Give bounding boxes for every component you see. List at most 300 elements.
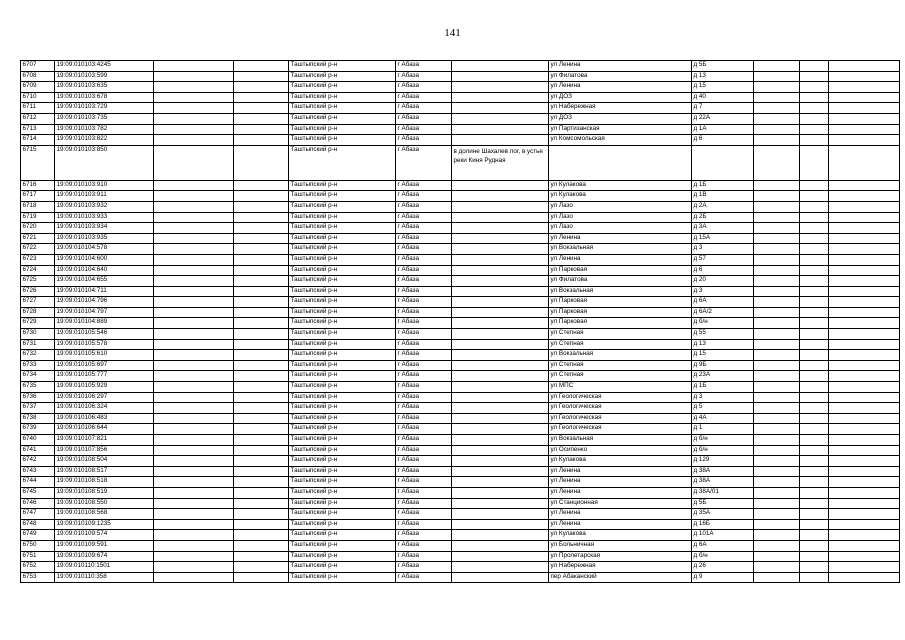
cell-empty	[154, 212, 234, 223]
table-row	[21, 297, 900, 308]
cell-city: г Абаза	[396, 201, 452, 212]
cell-empty	[154, 103, 234, 114]
cell-street: ул Филатова	[549, 276, 692, 287]
cell-city: г Абаза	[396, 180, 452, 191]
cell-empty	[829, 61, 900, 72]
cell-empty	[800, 265, 829, 276]
cell-locality	[452, 530, 549, 541]
cell-empty	[754, 103, 800, 114]
cell-locality	[452, 254, 549, 265]
cell-empty	[154, 318, 234, 329]
cell-empty	[754, 509, 800, 520]
cell-empty	[234, 244, 289, 255]
cell-empty	[234, 392, 289, 403]
cell-empty	[234, 466, 289, 477]
cell-street: ул Ленина	[549, 466, 692, 477]
cell-city: г Абаза	[396, 191, 452, 202]
cell-cadastral-number: 19:09:010104:578	[55, 244, 154, 255]
cell-empty	[234, 92, 289, 103]
cell-empty	[754, 286, 800, 297]
cell-empty	[234, 498, 289, 509]
cell-cadastral-number: 19:09:010104:797	[55, 307, 154, 318]
cell-empty	[829, 223, 900, 234]
cell-empty	[234, 350, 289, 361]
cell-number: 6715	[21, 145, 55, 180]
cell-cadastral-number: 19:09:010106:297	[55, 392, 154, 403]
cell-number: 6726	[21, 286, 55, 297]
cell-empty	[754, 318, 800, 329]
cell-empty	[800, 350, 829, 361]
cell-number: 6731	[21, 339, 55, 350]
cell-empty	[234, 124, 289, 135]
cell-street: ул Ленина	[549, 233, 692, 244]
cell-locality	[452, 61, 549, 72]
cell-district: Таштыпский р-н	[289, 297, 396, 308]
cell-locality	[452, 307, 549, 318]
cell-empty	[800, 276, 829, 287]
cell-empty	[154, 71, 234, 82]
cell-house: д б/н	[692, 435, 754, 446]
cell-empty	[754, 233, 800, 244]
cell-empty	[800, 103, 829, 114]
cell-locality	[452, 92, 549, 103]
cell-district: Таштыпский р-н	[289, 487, 396, 498]
cell-empty	[154, 413, 234, 424]
cell-district: Таштыпский р-н	[289, 307, 396, 318]
cell-city: г Абаза	[396, 551, 452, 562]
cell-district: Таштыпский р-н	[289, 403, 396, 414]
table-row	[21, 350, 900, 361]
cell-empty	[234, 519, 289, 530]
cell-empty	[754, 212, 800, 223]
cell-empty	[234, 318, 289, 329]
cell-district: Таштыпский р-н	[289, 562, 396, 573]
cell-house: д 9	[692, 572, 754, 583]
cell-locality	[452, 487, 549, 498]
cell-empty	[234, 212, 289, 223]
cell-street: ул Ленина	[549, 82, 692, 93]
cell-street: пер Абаканский	[549, 572, 692, 583]
cell-empty	[154, 466, 234, 477]
table-row	[21, 403, 900, 414]
table-row	[21, 223, 900, 234]
cell-empty	[829, 445, 900, 456]
cell-number: 6742	[21, 456, 55, 467]
cell-number: 6729	[21, 318, 55, 329]
cell-cadastral-number: 19:09:010108:504	[55, 456, 154, 467]
cell-cadastral-number: 19:09:010103:933	[55, 212, 154, 223]
cell-locality	[452, 212, 549, 223]
cell-locality	[452, 562, 549, 573]
cell-number: 6746	[21, 498, 55, 509]
cell-empty	[829, 276, 900, 287]
cell-street: ул Ленина	[549, 519, 692, 530]
cell-locality	[452, 413, 549, 424]
cell-empty	[800, 562, 829, 573]
cell-number: 6734	[21, 371, 55, 382]
cell-locality	[452, 466, 549, 477]
cell-city: г Абаза	[396, 223, 452, 234]
table-row	[21, 286, 900, 297]
cell-empty	[829, 318, 900, 329]
cell-number: 6744	[21, 477, 55, 488]
cell-street: ул Вокзальная	[549, 244, 692, 255]
cell-street: ул Ленина	[549, 477, 692, 488]
cell-empty	[800, 392, 829, 403]
cell-empty	[754, 519, 800, 530]
table-row	[21, 382, 900, 393]
cell-empty	[800, 572, 829, 583]
cell-street: ул Ленина	[549, 509, 692, 520]
cell-empty	[234, 477, 289, 488]
cell-empty	[754, 124, 800, 135]
cell-empty	[829, 71, 900, 82]
cell-empty	[154, 562, 234, 573]
cell-city: г Абаза	[396, 540, 452, 551]
cell-street: ул Парковая	[549, 297, 692, 308]
cell-district: Таштыпский р-н	[289, 61, 396, 72]
cell-street: ул Кулакова	[549, 456, 692, 467]
cell-cadastral-number: 19:09:010103:822	[55, 135, 154, 146]
cell-empty	[234, 562, 289, 573]
cell-empty	[234, 276, 289, 287]
cell-empty	[234, 487, 289, 498]
cell-locality	[452, 103, 549, 114]
cell-empty	[829, 254, 900, 265]
cell-cadastral-number: 19:09:010105:777	[55, 371, 154, 382]
cell-city: г Абаза	[396, 82, 452, 93]
cell-house: д 5	[692, 403, 754, 414]
cell-empty	[800, 360, 829, 371]
cell-city: г Абаза	[396, 265, 452, 276]
cell-house: д 129	[692, 456, 754, 467]
cell-locality	[452, 223, 549, 234]
cell-empty	[800, 424, 829, 435]
cell-street: ул Кулакова	[549, 530, 692, 541]
cell-empty	[154, 509, 234, 520]
cell-house: д 1Б	[692, 180, 754, 191]
table-row	[21, 371, 900, 382]
cell-house: д 38А	[692, 477, 754, 488]
table-row	[21, 307, 900, 318]
cell-empty	[829, 180, 900, 191]
cell-street: ул Партизанская	[549, 124, 692, 135]
table-row	[21, 456, 900, 467]
cell-cadastral-number: 19:09:010103:932	[55, 201, 154, 212]
cell-empty	[829, 244, 900, 255]
table-row	[21, 519, 900, 530]
cell-empty	[754, 456, 800, 467]
cell-number: 6728	[21, 307, 55, 318]
cell-empty	[154, 403, 234, 414]
cell-empty	[829, 307, 900, 318]
cell-locality	[452, 124, 549, 135]
cell-empty	[234, 360, 289, 371]
cell-district: Таштыпский р-н	[289, 572, 396, 583]
cell-house: д 15	[692, 350, 754, 361]
cell-district: Таштыпский р-н	[289, 445, 396, 456]
cell-empty	[154, 82, 234, 93]
cell-house: д 13	[692, 71, 754, 82]
cell-district: Таштыпский р-н	[289, 191, 396, 202]
cell-district: Таштыпский р-н	[289, 477, 396, 488]
cell-city: г Абаза	[396, 307, 452, 318]
cell-empty	[800, 212, 829, 223]
cell-number: 6747	[21, 509, 55, 520]
cell-empty	[234, 135, 289, 146]
table-row	[21, 435, 900, 446]
table-row	[21, 92, 900, 103]
cell-house	[692, 145, 754, 180]
cell-empty	[754, 135, 800, 146]
registry-table	[20, 60, 900, 583]
cell-number: 6749	[21, 530, 55, 541]
cell-cadastral-number: 19:09:010109:591	[55, 540, 154, 551]
cell-cadastral-number: 19:09:010105:697	[55, 360, 154, 371]
cell-street: ул Парковая	[549, 307, 692, 318]
cell-empty	[800, 487, 829, 498]
cell-empty	[800, 339, 829, 350]
cell-locality	[452, 509, 549, 520]
cell-empty	[800, 223, 829, 234]
cell-number: 6709	[21, 82, 55, 93]
cell-empty	[154, 244, 234, 255]
cell-empty	[754, 61, 800, 72]
cell-empty	[234, 103, 289, 114]
cell-empty	[800, 456, 829, 467]
cell-cadastral-number: 19:09:010109:674	[55, 551, 154, 562]
cell-empty	[234, 191, 289, 202]
cell-empty	[800, 297, 829, 308]
cell-empty	[154, 307, 234, 318]
cell-empty	[829, 424, 900, 435]
cell-empty	[754, 339, 800, 350]
cell-city: г Абаза	[396, 297, 452, 308]
cell-empty	[829, 466, 900, 477]
cell-empty	[829, 487, 900, 498]
cell-empty	[154, 530, 234, 541]
cell-empty	[754, 350, 800, 361]
cell-empty	[800, 477, 829, 488]
cell-district: Таштыпский р-н	[289, 329, 396, 340]
table-row	[21, 413, 900, 424]
cell-empty	[154, 551, 234, 562]
cell-empty	[800, 307, 829, 318]
cell-empty	[154, 233, 234, 244]
cell-empty	[234, 435, 289, 446]
cell-empty	[800, 382, 829, 393]
cell-empty	[154, 329, 234, 340]
cell-number: 6713	[21, 124, 55, 135]
cell-number: 6721	[21, 233, 55, 244]
cell-locality	[452, 424, 549, 435]
cell-cadastral-number: 19:09:010108:550	[55, 498, 154, 509]
cell-empty	[800, 124, 829, 135]
cell-cadastral-number: 19:09:010103:678	[55, 92, 154, 103]
cell-empty	[234, 71, 289, 82]
cell-empty	[754, 71, 800, 82]
cell-empty	[800, 371, 829, 382]
cell-number: 6739	[21, 424, 55, 435]
cell-cadastral-number: 19:09:010109:1235	[55, 519, 154, 530]
cell-district: Таштыпский р-н	[289, 223, 396, 234]
cell-empty	[234, 223, 289, 234]
cell-city: г Абаза	[396, 254, 452, 265]
cell-empty	[829, 191, 900, 202]
cell-district: Таштыпский р-н	[289, 509, 396, 520]
cell-house: д 6А	[692, 297, 754, 308]
cell-house: д б/н	[692, 551, 754, 562]
cell-empty	[754, 307, 800, 318]
cell-number: 6743	[21, 466, 55, 477]
cell-cadastral-number: 19:09:010104:711	[55, 286, 154, 297]
cell-cadastral-number: 19:09:010110:358	[55, 572, 154, 583]
cell-locality	[452, 456, 549, 467]
cell-district: Таштыпский р-н	[289, 254, 396, 265]
cell-empty	[754, 371, 800, 382]
cell-locality	[452, 71, 549, 82]
table-row	[21, 329, 900, 340]
cell-cadastral-number: 19:09:010103:729	[55, 103, 154, 114]
table-row	[21, 82, 900, 93]
cell-district: Таштыпский р-н	[289, 233, 396, 244]
cell-empty	[754, 180, 800, 191]
cell-city: г Абаза	[396, 477, 452, 488]
cell-number: 6720	[21, 223, 55, 234]
cell-street: ул Вокзальная	[549, 286, 692, 297]
cell-city: г Абаза	[396, 339, 452, 350]
table-row	[21, 466, 900, 477]
cell-city: г Абаза	[396, 286, 452, 297]
cell-city: г Абаза	[396, 212, 452, 223]
cell-cadastral-number: 19:09:010105:578	[55, 339, 154, 350]
cell-cadastral-number: 19:09:010108:568	[55, 509, 154, 520]
cell-district: Таштыпский р-н	[289, 244, 396, 255]
cell-empty	[154, 456, 234, 467]
cell-empty	[829, 572, 900, 583]
cell-cadastral-number: 19:09:010103:935	[55, 233, 154, 244]
cell-empty	[754, 329, 800, 340]
cell-empty	[234, 551, 289, 562]
cell-empty	[829, 92, 900, 103]
cell-locality	[452, 135, 549, 146]
table-row	[21, 445, 900, 456]
cell-empty	[829, 456, 900, 467]
cell-empty	[754, 92, 800, 103]
table-row	[21, 71, 900, 82]
cell-empty	[154, 382, 234, 393]
cell-empty	[800, 286, 829, 297]
cell-house: д 1Б	[692, 382, 754, 393]
cell-empty	[234, 382, 289, 393]
cell-locality	[452, 572, 549, 583]
cell-empty	[829, 392, 900, 403]
cell-district: Таштыпский р-н	[289, 519, 396, 530]
cell-cadastral-number: 19:09:010106:644	[55, 424, 154, 435]
cell-locality: в долине Шахалев лог, в устье реки Киня Рудная	[452, 145, 549, 180]
cell-district: Таштыпский р-н	[289, 392, 396, 403]
cell-empty	[234, 286, 289, 297]
cell-empty	[800, 254, 829, 265]
table-row	[21, 113, 900, 124]
cell-empty	[754, 223, 800, 234]
cell-district: Таштыпский р-н	[289, 180, 396, 191]
cell-locality	[452, 477, 549, 488]
registry-rows	[21, 61, 900, 583]
cell-empty	[829, 519, 900, 530]
cell-empty	[154, 297, 234, 308]
cell-house: д 38А/01	[692, 487, 754, 498]
cell-empty	[829, 265, 900, 276]
cell-empty	[234, 413, 289, 424]
cell-street: ул ДОЗ	[549, 113, 692, 124]
cell-number: 6741	[21, 445, 55, 456]
cell-empty	[234, 540, 289, 551]
cell-house: д 55	[692, 329, 754, 340]
cell-district: Таштыпский р-н	[289, 456, 396, 467]
cell-empty	[829, 297, 900, 308]
table-row	[21, 318, 900, 329]
cell-empty	[234, 445, 289, 456]
cell-empty	[800, 509, 829, 520]
cell-empty	[154, 265, 234, 276]
cell-empty	[154, 435, 234, 446]
cell-number: 6708	[21, 71, 55, 82]
cell-empty	[154, 498, 234, 509]
cell-cadastral-number: 19:09:010103:782	[55, 124, 154, 135]
cell-number: 6714	[21, 135, 55, 146]
cell-street: ул Набережная	[549, 562, 692, 573]
cell-empty	[154, 477, 234, 488]
cell-street: ул Лазо	[549, 201, 692, 212]
cell-empty	[800, 540, 829, 551]
cell-city: г Абаза	[396, 403, 452, 414]
table-row	[21, 233, 900, 244]
cell-number: 6707	[21, 61, 55, 72]
cell-empty	[154, 180, 234, 191]
cell-cadastral-number: 19:09:010107:856	[55, 445, 154, 456]
cell-empty	[234, 509, 289, 520]
cell-cadastral-number: 19:09:010103:599	[55, 71, 154, 82]
cell-street: ул ДОЗ	[549, 92, 692, 103]
cell-empty	[800, 82, 829, 93]
cell-street: ул Пролетарская	[549, 551, 692, 562]
cell-empty	[829, 233, 900, 244]
cell-empty	[754, 540, 800, 551]
cell-number: 6750	[21, 540, 55, 551]
cell-empty	[829, 498, 900, 509]
cell-district: Таштыпский р-н	[289, 265, 396, 276]
cell-locality	[452, 265, 549, 276]
cell-empty	[234, 339, 289, 350]
cell-district: Таштыпский р-н	[289, 71, 396, 82]
cell-empty	[154, 540, 234, 551]
cell-empty	[154, 371, 234, 382]
cell-district: Таштыпский р-н	[289, 318, 396, 329]
cell-empty	[829, 103, 900, 114]
table-row	[21, 509, 900, 520]
cell-empty	[154, 124, 234, 135]
cell-locality	[452, 498, 549, 509]
cell-cadastral-number: 19:09:010103:910	[55, 180, 154, 191]
cell-district: Таштыпский р-н	[289, 530, 396, 541]
table-row	[21, 572, 900, 583]
cell-empty	[154, 191, 234, 202]
cell-cadastral-number: 19:09:010108:519	[55, 487, 154, 498]
table-row	[21, 244, 900, 255]
cell-empty	[234, 307, 289, 318]
cell-number: 6733	[21, 360, 55, 371]
